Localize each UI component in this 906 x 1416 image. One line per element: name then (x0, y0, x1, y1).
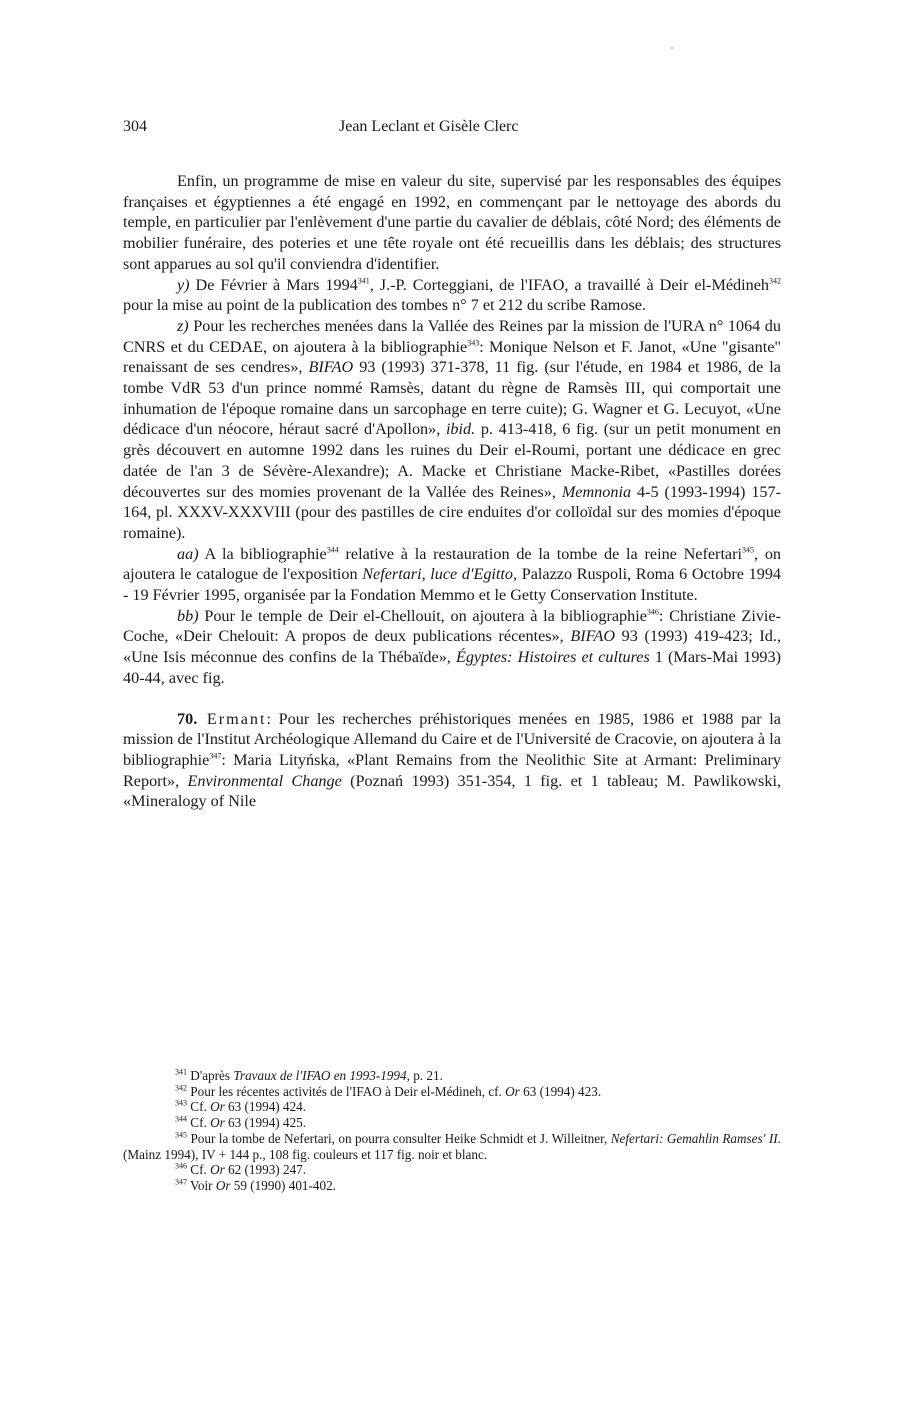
footnote-ref: 345 (742, 545, 755, 555)
footnote: $^{342}$ Pour les récentes activités de l'IFAO à Deir el-Médineh, cf. Or 63 (1994) 423. (175, 1083, 602, 1099)
footnote: $^{347}$ Voir Or 59 (1990) 401-402. (175, 1177, 336, 1193)
footnote-number: 346 (175, 1161, 187, 1171)
page-header (0, 118, 906, 142)
footnote-ref: 347 (209, 751, 222, 761)
paragraph-y: y) De Février à Mars 1994$^{341}$, J.-P. Corteggiani, de l'IFAO, a travaillé à Deir el-Médineh$^{342}$ pour la mise au point de la publication des tombes n° 7 et 212 du scribe Ramose. (123, 275, 781, 315)
footnote-number: 345 (175, 1130, 187, 1140)
running-head: Jean Leclant et Gisèle Clerc (339, 118, 519, 135)
footnote-number: 342 (175, 1083, 187, 1093)
footnote: $^{343}$ Cf. Or 63 (1994) 424. (175, 1099, 307, 1115)
footnote-ref: 344 (326, 545, 339, 555)
paragraph-aa: aa) A la bibliographie$^{344}$ relative à la restauration de la tombe de la reine Nefertari$^{345}$, on ajoutera le catalogue de l'exposition Nefertari, luce d'Egitto, Palazzo Ruspoli, Roma 6 Octobre 1994 - 19 Février 1995, organisée par la Fondation Memmo et le Getty Conservation Institute. (123, 544, 782, 605)
section-number: 70. (177, 709, 198, 728)
footnote: $^{344}$ Cf. Or 63 (1994) 425. (175, 1114, 307, 1131)
item-label: y) (177, 275, 190, 294)
footnote-ref: 341 (357, 276, 370, 286)
paragraph-bb: bb) Pour le temple de Deir el-Chellouit, on ajoutera à la bibliographie$^{346}$: Christiane Zivie-Coche, «Deir Chelouit: A propos de deux publications récentes», BIFAO 93 (1993) 419-423; Id., «Une Isis méconnue des confins de la Thébaïde», Égyptes: Histoires et cultures 1 (Mars-Mai 1993) 40-44, avec fig. (123, 606, 782, 687)
footnotes (123, 1068, 781, 1194)
item-label: z) (177, 316, 189, 335)
page-number: 304 (123, 118, 147, 135)
section-place: Ermant (197, 709, 267, 728)
footnote: $^{346}$ Cf. Or 62 (1993) 247. (175, 1161, 307, 1178)
footnote-ref: 343 (467, 338, 480, 348)
footnote-number: 344 (175, 1114, 187, 1124)
item-label: aa) (177, 544, 199, 563)
footnote: $^{341}$ D'après Travaux de l'IFAO en 1993-1994, p. 21. (175, 1067, 443, 1083)
scan-speck (671, 47, 673, 49)
paragraph-z: z) Pour les recherches menées dans la Vallée des Reines par la mission de l'URA n° 1064 du CNRS et du CEDAE, on ajoutera à la bibliographie$^{343}$: Monique Nelson et F. Janot, «Une "gisante" renaissant de ses cendres», BIFAO 93 (1993) 371-378, 11 fig. (sur l'étude, en 1984 et 1986, de la tombe VdR 53 d'un prince nommé Ramsès, datant du règne de Ramsès III, qui comportait une inhumation de l'époque romaine dans un sarcophage en terre cuite); G. Wagner et G. Lecuyot, «Une dédicace d'un néocore, héraut sacré d'Apollon», ibid. p. 413-418, 6 fig. (sur un petit monument en grès découvert en automne 1992 dans les ruines du Deir el-Roumi, portant une dédicace en grec datée de l'an 3 de Sévère-Alexandre); A. Macke et Christiane Macke-Ribet, «Pastilles dorées découvertes sur des momies provenant de la Vallée des Reines», Memnonia 4-5 (1993-1994) 157-164, pl. XXXV-XXXVIII (pour des pastilles de cire enduites d'or colloïdal sur des momies d'époque romaine). (123, 316, 782, 542)
section-70: 70. Ermant: Pour les recherches préhistoriques menées en 1985, 1986 et 1988 par la mission de l'Institut Archéologique Allemand du Caire et de l'Université de Cracovie, on ajoutera à la bibliographie$^{347}$: Maria Lityńska, «Plant Remains from the Neolithic Site at Armant: Preliminary Report», Environmental Change (Poznań 1993) 351-354, 1 fig. et 1 tableau; M. Pawlikowski, «Mineralogy of Nile (123, 709, 781, 811)
footnote-number: 347 (175, 1177, 187, 1187)
footnote-ref: 346 (646, 607, 659, 617)
footnote-number: 343 (175, 1099, 187, 1109)
paragraph-intro: Enfin, un programme de mise en valeur du site, supervisé par les responsables des équipes françaises et égyptiennes a été engagé en 1992, en commençant par le nettoyage des abords du temple, en particulier par l'enlèvement d'une partie du cavalier de déblais, côté Nord; des éléments de mobilier funéraire, des poteries et une tête royale ont été recueillis dans les déblais; des structures sont apparues au sol qu'il conviendra d'identifier. (123, 172, 781, 273)
item-label: bb) (177, 606, 199, 625)
footnote: $^{345}$ Pour la tombe de Nefertari, on pourra consulter Heike Schmidt et J. Willeitner, Nefertari: Gemahlin Ramses' II. (Mainz 1994), IV + 144 p., 108 fig. couleurs et 117 fig. noir et blanc. (123, 1130, 781, 1162)
footnote-number: 341 (175, 1067, 187, 1077)
footnote-ref: 342 (768, 276, 781, 286)
body-text (123, 171, 781, 812)
